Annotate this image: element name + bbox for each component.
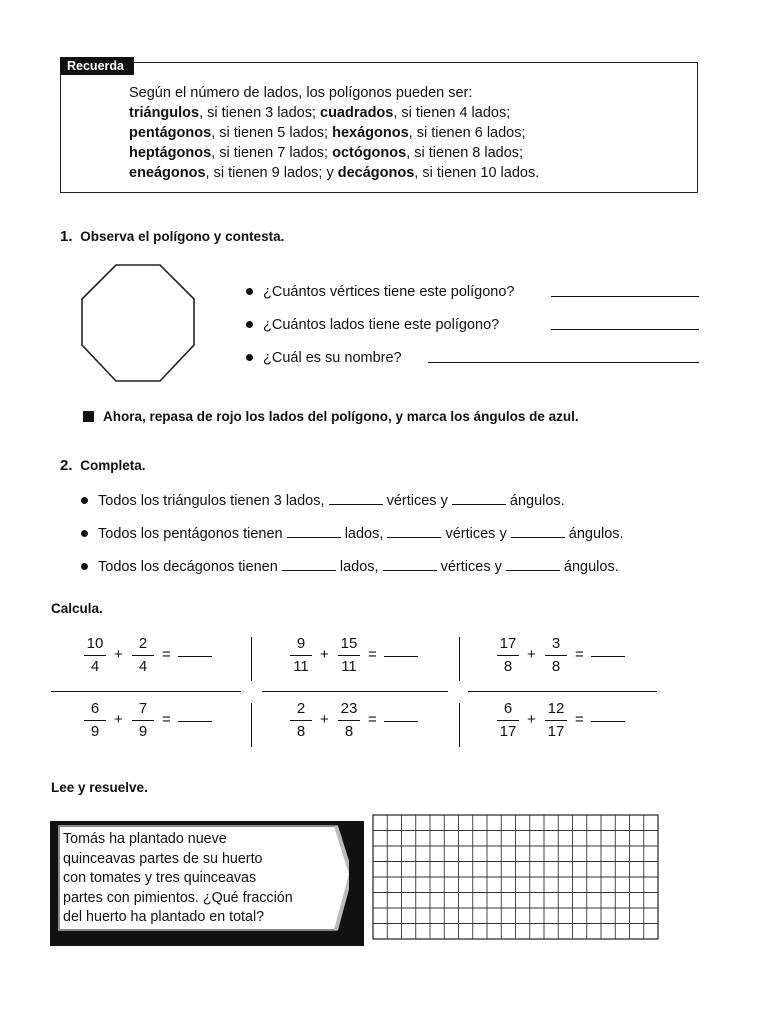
complete-line-3-text-d: ángulos.: [563, 559, 619, 575]
equals-sign: =: [162, 711, 171, 728]
complete-line-1-text-b: vértices y: [386, 493, 448, 509]
numerator: 2: [296, 700, 306, 717]
complete-line-2-text-b: lados,: [344, 526, 384, 542]
fraction-second: [132, 635, 154, 676]
exercise-2-heading: [60, 457, 146, 474]
denominator: 9: [90, 723, 100, 740]
complete-line-1-text-a: Todos los triángulos tienen 3 lados,: [98, 493, 325, 509]
denominator: 8: [551, 658, 561, 675]
answer-name-blank[interactable]: [428, 350, 699, 363]
row-divider: [51, 691, 241, 692]
polygon-description: , si tienen 9 lados; y: [205, 165, 338, 181]
fraction-bar: [545, 655, 567, 656]
fraction-bar: [338, 655, 360, 656]
denominator: 11: [341, 658, 357, 675]
fraction-bar: [132, 655, 154, 656]
denominator: 8: [503, 658, 513, 675]
equals-sign: =: [575, 711, 584, 728]
question-2: [246, 317, 499, 333]
denominator: 4: [138, 658, 148, 675]
column-divider: [459, 637, 460, 681]
denominator: 8: [296, 723, 306, 740]
numerator: 23: [340, 700, 358, 717]
answer-blank[interactable]: [178, 720, 212, 722]
lee-heading: Lee y resuelve.: [51, 780, 148, 795]
answer-vertices-blank[interactable]: [551, 284, 699, 297]
recuerda-line: [129, 143, 523, 163]
polygon-description: , si tienen 8 lados;: [406, 145, 524, 161]
fraction-bar: [338, 720, 360, 721]
complete-line-2-text-d: ángulos.: [568, 526, 624, 542]
fraction-bar: [497, 720, 519, 721]
bullet-icon: [81, 497, 88, 504]
numerator: 6: [90, 700, 100, 717]
polygon-term: eneágonos: [129, 165, 206, 181]
polygon-term: heptágonos: [129, 145, 212, 161]
bullet-icon: [246, 288, 253, 295]
complete-line-1-text-c: ángulos.: [509, 493, 565, 509]
question-2-text: ¿Cuántos lados tiene este polígono?: [263, 317, 500, 333]
equals-sign: =: [368, 711, 377, 728]
denominator: 11: [293, 658, 309, 675]
fraction-bar: [84, 720, 106, 721]
numerator: 15: [340, 635, 358, 652]
complete-line-2-text-a: Todos los pentágonos tienen: [98, 526, 283, 542]
answer-blank[interactable]: [384, 720, 418, 722]
bullet-icon: [246, 321, 253, 328]
polygon-term: triángulos: [129, 105, 200, 121]
plus-sign: +: [320, 646, 329, 663]
answer-blank[interactable]: [384, 655, 418, 657]
denominator: 8: [344, 723, 354, 740]
complete-line-3-text-c: vértices y: [440, 559, 502, 575]
fraction-first: [84, 635, 106, 676]
fraction-second: [545, 635, 567, 676]
column-divider: [459, 703, 460, 747]
exercise-1-number: 1.: [60, 228, 73, 245]
fraction-second: [338, 635, 360, 676]
polygon-description: , si tienen 4 lados;: [393, 105, 511, 121]
numerator: 12: [547, 700, 565, 717]
problem-text: [63, 830, 343, 928]
exercise-1-title: Observa el polígono y contesta.: [80, 229, 285, 244]
numerator: 10: [86, 635, 104, 652]
row-divider: [262, 691, 448, 692]
answer-blank[interactable]: [591, 720, 625, 722]
fraction-first: [290, 635, 312, 676]
question-3-text: ¿Cuál es su nombre?: [263, 350, 402, 366]
question-3: [246, 350, 402, 366]
polygon-term: decágonos: [337, 165, 415, 181]
bullet-icon: [81, 530, 88, 537]
complete-line-3-text-b: lados,: [339, 559, 379, 575]
numerator: 6: [503, 700, 513, 717]
denominator: 17: [547, 723, 565, 740]
exercise-2-number: 2.: [60, 457, 73, 474]
fraction-first: [497, 700, 519, 741]
blank-pentagon-angles[interactable]: [511, 525, 565, 538]
bullet-icon: [81, 563, 88, 570]
answer-grid[interactable]: [372, 814, 660, 942]
complete-line-2: [81, 525, 624, 542]
polygon-description: , si tienen 7 lados;: [211, 145, 333, 161]
blank-triangle-angles[interactable]: [452, 492, 506, 505]
blank-decagon-angles[interactable]: [506, 558, 560, 571]
plus-sign: +: [527, 711, 536, 728]
numerator: 17: [499, 635, 517, 652]
polygon-term: cuadrados: [320, 105, 394, 121]
fraction-first: [497, 635, 519, 676]
numerator: 9: [296, 635, 306, 652]
plus-sign: +: [320, 711, 329, 728]
polygon-description: , si tienen 5 lados;: [211, 125, 333, 141]
problem-line: con tomates y tres quinceavas: [63, 870, 257, 886]
octagon-figure: [78, 262, 198, 386]
bullet-icon: [246, 354, 253, 361]
numerator: 3: [551, 635, 561, 652]
fraction-bar: [290, 720, 312, 721]
complete-line-2-text-c: vértices y: [445, 526, 507, 542]
fraction-first: [290, 700, 312, 741]
fraction-first: [84, 700, 106, 741]
plus-sign: +: [114, 646, 123, 663]
question-1-text: ¿Cuántos vértices tiene este polígono?: [263, 284, 515, 300]
fraction-second: [132, 700, 154, 741]
problem-line: Tomás ha plantado nueve: [63, 831, 227, 847]
complete-line-3: [81, 558, 619, 575]
blank-decagon-sides[interactable]: [282, 558, 336, 571]
square-bullet-icon: [83, 411, 94, 422]
exercise-1-instruction: Ahora, repasa de rojo los lados del polígono, y marca los ángulos de azul.: [103, 409, 579, 424]
complete-line-1: [81, 492, 565, 509]
fraction-bar: [497, 655, 519, 656]
answer-sides-blank[interactable]: [551, 317, 699, 330]
fraction-second: [338, 700, 360, 741]
answer-blank[interactable]: [178, 655, 212, 657]
recuerda-line: [129, 103, 510, 123]
octagon-shape: [82, 265, 194, 381]
problem-line: del huerto ha plantado en total?: [63, 909, 265, 925]
equals-sign: =: [162, 646, 171, 663]
blank-pentagon-sides[interactable]: [287, 525, 341, 538]
plus-sign: +: [114, 711, 123, 728]
exercise-1-heading: [60, 228, 284, 245]
fraction-second: [545, 700, 567, 741]
numerator: 7: [138, 700, 148, 717]
polygon-term: pentágonos: [129, 125, 212, 141]
problem-line: quinceavas partes de su huerto: [63, 850, 263, 867]
row-divider: [468, 691, 657, 692]
denominator: 9: [138, 723, 148, 740]
column-divider: [251, 637, 252, 681]
polygon-description: , si tienen 6 lados;: [408, 125, 526, 141]
fraction-bar: [84, 655, 106, 656]
recuerda-intro: Según el número de lados, los polígonos pueden ser:: [129, 85, 473, 101]
denominator: 4: [90, 658, 100, 675]
complete-line-3-text-a: Todos los decágonos tienen: [98, 559, 278, 575]
fraction-bar: [132, 720, 154, 721]
polygon-term: hexágonos: [332, 125, 409, 141]
blank-triangle-vertices[interactable]: [329, 492, 383, 505]
numerator: 2: [138, 635, 148, 652]
equals-sign: =: [575, 646, 584, 663]
recuerda-line: [129, 123, 526, 143]
calcula-heading: Calcula.: [51, 601, 103, 616]
blank-pentagon-vertices[interactable]: [387, 525, 441, 538]
column-divider: [251, 703, 252, 747]
fraction-bar: [545, 720, 567, 721]
problem-line: partes con pimientos. ¿Qué fracción: [63, 889, 293, 906]
equals-sign: =: [368, 646, 377, 663]
recuerda-tag: Recuerda: [60, 57, 134, 75]
question-1: [246, 284, 514, 300]
answer-blank[interactable]: [591, 655, 625, 657]
polygon-description: , si tienen 3 lados;: [199, 105, 321, 121]
recuerda-line: [129, 163, 539, 183]
plus-sign: +: [527, 646, 536, 663]
fraction-bar: [290, 655, 312, 656]
blank-decagon-vertices[interactable]: [383, 558, 437, 571]
exercise-2-title: Completa.: [80, 458, 146, 473]
polygon-term: octógonos: [332, 145, 407, 161]
polygon-description: , si tienen 10 lados.: [414, 165, 540, 181]
denominator: 17: [499, 723, 517, 740]
